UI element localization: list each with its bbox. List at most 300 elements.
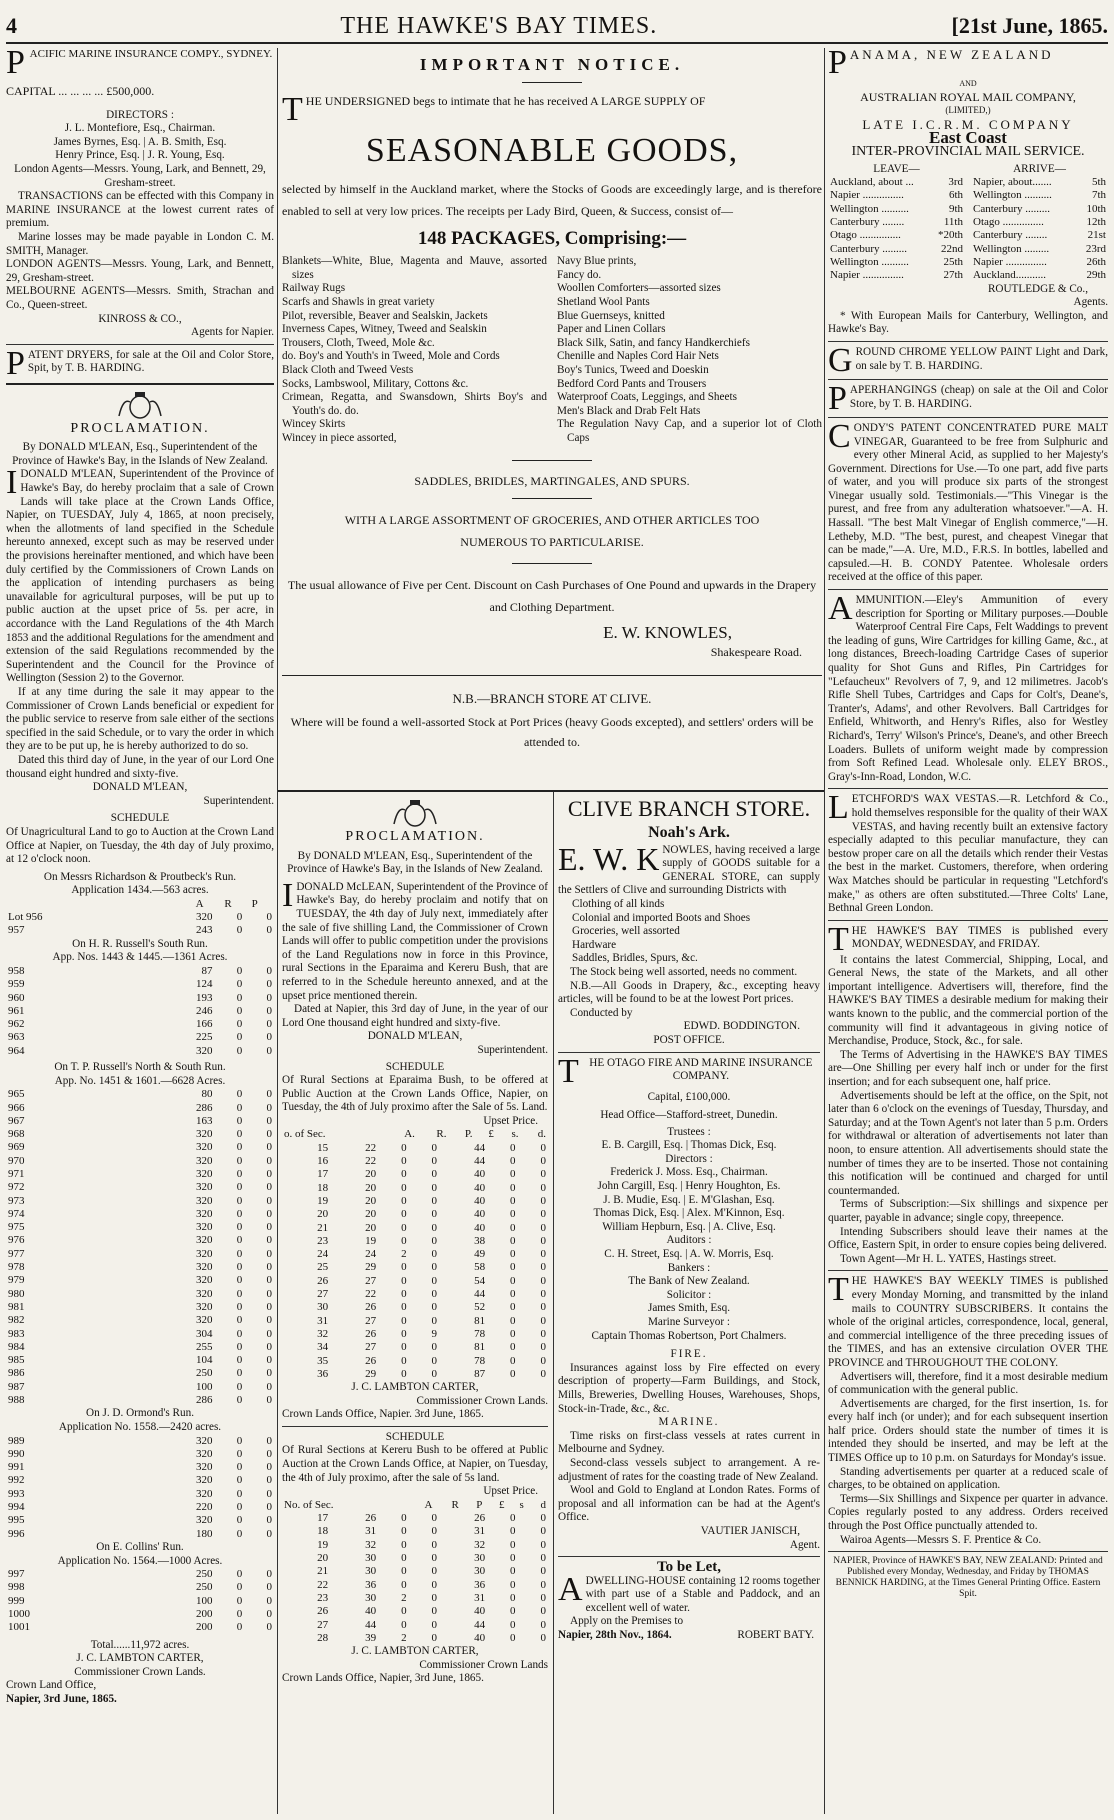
- column-rule: [553, 792, 554, 1814]
- table-cell: 0: [236, 1327, 243, 1340]
- table-cell: 979: [8, 1274, 25, 1287]
- branch-store-text: Where will be found a well-assorted Stock at Port Prices (heavy Goods excepted), and settlers' orders will be attended to.: [290, 714, 814, 749]
- table-cell: 0: [236, 1287, 243, 1300]
- table-cell: 32: [474, 1538, 486, 1551]
- table-cell: 0: [431, 1314, 437, 1327]
- ad-body: The Terms of Advertising in the HAWKE'S BAY TIMES are—One Shilling per every half inch or under for the first insertion; and for each subsequent one, half price.: [828, 1048, 1108, 1089]
- royal-crest-icon: [113, 390, 167, 420]
- marine-body: Second-class vessels subject to arrangement. A re-adjustment of rates for the coasting trade of New Zealand.: [558, 1456, 820, 1483]
- table-cell: 0: [236, 1101, 243, 1114]
- table-cell: 0: [236, 1461, 243, 1474]
- list-item: Clothing of all kinds: [572, 897, 665, 910]
- table-cell: 973: [8, 1194, 25, 1207]
- table-cell: 320: [195, 1181, 213, 1194]
- date-line: Napier, 28th Nov., 1864.: [558, 1629, 672, 1642]
- table-cell: 0: [401, 1578, 407, 1591]
- saddles-line: SADDLES, BRIDLES, MARTINGALES, AND SPURS.: [414, 473, 690, 488]
- notice-intro: HE UNDERSIGNED begs to intimate that he has received A LARGE SUPPLY OF: [305, 94, 706, 108]
- directors-label: Directors :: [665, 1152, 713, 1165]
- table-cell: 32: [365, 1538, 377, 1551]
- table-cell: 0: [401, 1261, 407, 1274]
- mail-note: * With European Mails for Canterbury, Wellington, and Hawke's Bay.: [828, 309, 1108, 336]
- table-cell: 27th: [943, 269, 963, 282]
- drop-cap: P: [6, 48, 25, 77]
- table-row: [282, 1142, 548, 1155]
- printer-imprint: NAPIER, Province of HAWKE'S BAY, NEW ZEALAND: Printed and Published every Monday, Wednesday, and Friday by THOMAS BENNICK HARDING, at the Times General Printing Office. Eastern Spit.: [833, 1556, 1103, 1600]
- table-cell: 0: [236, 1514, 243, 1527]
- table-cell: 964: [8, 1044, 25, 1057]
- table-cell: 0: [510, 1301, 516, 1314]
- table-cell: 0: [236, 1367, 243, 1380]
- application-line: Application No. 1564.—1000 Acres.: [57, 1554, 223, 1567]
- table-cell: 17: [317, 1168, 329, 1181]
- table-cell: 320: [195, 1261, 213, 1274]
- table-cell: 22: [365, 1141, 377, 1154]
- table-cell: 0: [510, 1141, 516, 1154]
- table-cell: 0: [266, 1031, 272, 1044]
- table-cell: 0: [431, 1221, 437, 1234]
- table-cell: 44: [474, 1155, 486, 1168]
- table-cell: 0: [401, 1565, 407, 1578]
- bank-line: The Bank of New Zealand.: [628, 1275, 750, 1288]
- divider: [828, 589, 1108, 590]
- table-cell: 36: [474, 1578, 486, 1591]
- table-row: [6, 992, 274, 1005]
- table-cell: 78: [474, 1327, 486, 1340]
- table-cell: 320: [195, 1044, 213, 1057]
- table-cell: 255: [195, 1340, 213, 1353]
- lot-table: [6, 1568, 274, 1634]
- table-row: [282, 1619, 548, 1632]
- table-cell: 30: [474, 1565, 486, 1578]
- limited-label: (LIMITED,): [945, 105, 991, 116]
- table-cell: 0: [266, 1314, 272, 1327]
- table-row: [971, 243, 1108, 256]
- table-row: [6, 1621, 274, 1634]
- divider: [512, 498, 592, 499]
- ad-body: Terms of Subscription:—Six shillings and sixpence per quarter, payable in advance; single copy, threepence.: [828, 1198, 1108, 1224]
- table-cell: 0: [401, 1512, 407, 1525]
- director-line: Frederick J. Moss. Esq., Chairman.: [610, 1166, 768, 1179]
- table-cell: 0: [236, 924, 243, 937]
- table-cell: 22nd: [941, 242, 963, 255]
- table-cell: 0: [540, 1274, 546, 1287]
- table-row: [282, 1208, 548, 1221]
- application-line: App. No. 1451 & 1601.—6628 Acres.: [54, 1074, 226, 1087]
- apply-line: Apply on the Premises to: [570, 1615, 684, 1628]
- table-cell: 0: [236, 1447, 243, 1460]
- table-cell: Napier ...............: [830, 189, 904, 202]
- fire-body: Insurances against loss by Fire effected on every description of property—Farm Buildings, and Stock, Mills, Breweries, Dwelling Houses, Warehouses, Shops, Stock-in-Trade, &c., &c.: [558, 1361, 820, 1415]
- table-cell: 9th: [948, 202, 963, 215]
- company-name: ANAMA, NEW ZEALAND: [849, 48, 1054, 62]
- table-cell: 163: [195, 1114, 213, 1127]
- schedule-title: SCHEDULE: [110, 812, 170, 825]
- table-cell: 54: [474, 1274, 486, 1287]
- table-cell: 31: [474, 1525, 486, 1538]
- table-cell: 23: [317, 1234, 329, 1247]
- table-cell: 38: [474, 1234, 486, 1247]
- table-cell: 0: [266, 1474, 272, 1487]
- trustee-line: E. B. Cargill, Esq. | Thomas Dick, Esq.: [601, 1139, 777, 1152]
- table-row: [6, 1501, 274, 1514]
- proclamation-1: [6, 390, 274, 1707]
- company-name-and: AND: [959, 79, 977, 88]
- ad-heading: ACIFIC MARINE INSURANCE COMPY., SYDNEY.: [29, 48, 273, 60]
- table-cell: 0: [266, 1088, 272, 1101]
- table-cell: 320: [195, 1487, 213, 1500]
- table-row: [282, 1565, 548, 1578]
- ad-body: HE HAWKE'S BAY WEEKLY TIMES is published every Monday Morning, and transmitted by the inland mails to COUNTRY SUBSCRIBERS. It contains the whole of the original articles, correspondence, local, general, and commercial intelligence of the three preceding issues of the TIMES, and has an extensive circulation OVER THE PROVINCE and THROUGHOUT THE COLONY.: [828, 1275, 1108, 1369]
- table-cell: 0: [510, 1274, 516, 1287]
- table-cell: 995: [8, 1514, 25, 1527]
- signature-title: Agent.: [789, 1538, 820, 1551]
- table-row: [6, 1248, 274, 1261]
- pacific-insurance-ad: [6, 48, 274, 340]
- run-heading: On Messrs Richardson & Proutbeck's Run.: [43, 870, 237, 883]
- table-cell: 0: [431, 1208, 437, 1221]
- panama-mail-ad: [828, 48, 1108, 337]
- proclamation-title: PROCLAMATION.: [345, 829, 485, 844]
- table-row: [6, 1141, 274, 1154]
- table-cell: 34: [317, 1341, 329, 1354]
- table-cell: 0: [540, 1208, 546, 1221]
- table-cell: 968: [8, 1128, 25, 1141]
- table-cell: 11th: [943, 216, 963, 229]
- list-item: Saddles, Bridles, Spurs, &c.: [572, 952, 698, 965]
- table-cell: 0: [266, 1447, 272, 1460]
- table-cell: 992: [8, 1474, 25, 1487]
- table-row: [6, 1155, 274, 1168]
- table-cell: Otago ...............: [973, 216, 1044, 229]
- table-cell: 0: [431, 1301, 437, 1314]
- schedule-title: SCHEDULE: [385, 1430, 445, 1443]
- run-heading: On J. D. Ormond's Run.: [86, 1407, 194, 1420]
- table-cell: 15: [317, 1141, 329, 1154]
- location-line: POST OFFICE.: [653, 1033, 725, 1046]
- signature-title: Agents.: [1073, 296, 1108, 309]
- total-line: Total......11,972 acres.: [90, 1638, 190, 1651]
- table-header-row: [282, 1499, 548, 1512]
- table-row: [6, 1435, 274, 1448]
- table-cell: 0: [236, 1340, 243, 1353]
- table-cell: 999: [8, 1594, 25, 1607]
- list-item: Blue Guernseys, knitted: [557, 309, 665, 322]
- table-cell: 961: [8, 1004, 25, 1017]
- table-cell: 0: [431, 1194, 437, 1207]
- table-cell: 36: [365, 1578, 377, 1591]
- table-row: [828, 189, 965, 202]
- table-cell: 29: [365, 1261, 377, 1274]
- table-cell: 0: [266, 1380, 272, 1393]
- table-cell: 962: [8, 1018, 25, 1031]
- divider: [522, 82, 582, 83]
- table-cell: 80: [201, 1088, 213, 1101]
- ad-body: ETCHFORD'S WAX VESTAS.—R. Letchford & Co., hold themselves responsible for the quality of their WAX VESTAS, and having recently built an extensive factory especially adapted to this peculiar manufacture, they can bestow proper care on all the details which render their Vestas the best in the market. Customers, therefore, when ordering Wax Matches should be particular in requesting "Letchford's make," as others are often substituted.—Three Colts' Lane, Bethnal Green London.: [828, 793, 1108, 915]
- table-cell: 27: [317, 1618, 329, 1631]
- table-row: [6, 1102, 274, 1115]
- table-cell: 0: [236, 911, 243, 924]
- table-cell: 966: [8, 1101, 25, 1114]
- table-cell: 180: [195, 1527, 213, 1540]
- table-cell: 0: [401, 1525, 407, 1538]
- table-row: [6, 1381, 274, 1394]
- store-intro: NOWLES, having received a large supply of GOODS suitable for a GENERAL STORE, can supply the Settlers of Clive and surrounding Districts with: [558, 843, 820, 897]
- column-header: R.: [436, 1128, 447, 1141]
- proclamation-body: DONALD McLEAN, Superintendent of the Province of Hawke's Bay, do hereby proclaim and notify that on TUESDAY, the 4th day of July next, immediately after the sale of five shilling Land, the Commissioner of Crown Lands will offer to public competition under the provisions of the Land Regulations now in force in this Province, rural Sections in the Eparaima and Kereru Bush, that are referred to in the Schedule hereunto annexed, and at the upset price mentioned therein.: [282, 880, 548, 1002]
- table-cell: 18: [317, 1181, 329, 1194]
- page-header: [6, 10, 1108, 44]
- table-cell: 0: [540, 1525, 546, 1538]
- table-cell: 0: [266, 1594, 272, 1607]
- table-row: [282, 1328, 548, 1341]
- table-cell: 0: [431, 1591, 437, 1604]
- director-line: John Cargill, Esq. | Henry Houghton, Es.: [597, 1180, 781, 1193]
- table-row: [828, 229, 965, 242]
- table-cell: 0: [266, 1340, 272, 1353]
- table-cell: 0: [266, 1300, 272, 1313]
- table-cell: 963: [8, 1031, 25, 1044]
- table-cell: 0: [401, 1221, 407, 1234]
- drop-cap: P: [6, 348, 25, 378]
- marine-body: Wool and Gold to England at London Rates. Forms of proposal and all information can be had at the Agent's Office.: [558, 1484, 820, 1524]
- table-cell: 21: [317, 1221, 329, 1234]
- table-cell: 0: [510, 1327, 516, 1340]
- table-cell: 0: [236, 1088, 243, 1101]
- table-cell: 978: [8, 1261, 25, 1274]
- application-line: App. Nos. 1443 & 1445.—1361 Acres.: [52, 951, 228, 964]
- table-cell: 0: [510, 1261, 516, 1274]
- table-cell: 0: [431, 1168, 437, 1181]
- table-cell: 40: [474, 1168, 486, 1181]
- table-cell: 20: [365, 1221, 377, 1234]
- surveyor-line: Captain Thomas Robertson, Port Chalmers.: [591, 1329, 787, 1342]
- date-line: Napier, 3rd June, 1865.: [6, 1692, 117, 1705]
- table-cell: 9: [431, 1327, 437, 1340]
- table-cell: 0: [266, 1607, 272, 1620]
- table-cell: 988: [8, 1394, 25, 1407]
- table-cell: 2: [401, 1591, 407, 1604]
- table-cell: 78: [474, 1354, 486, 1367]
- upset-label: Upset Price.: [483, 1485, 538, 1498]
- application-line: Application 1434.—563 acres.: [71, 884, 209, 897]
- application-line: Application No. 1558.—2420 acres.: [58, 1420, 222, 1433]
- table-cell: Napier, about.......: [973, 176, 1052, 189]
- table-row: [6, 1181, 274, 1194]
- table-cell: 29: [365, 1367, 377, 1380]
- ad-body: Advertisers will, therefore, find it a most desirable medium of communication with the general public.: [828, 1370, 1108, 1397]
- directors-label: DIRECTORS :: [106, 108, 174, 121]
- discount-line: The usual allowance of Five per Cent. Discount on Cash Purchases of One Pound and upwards in the Drapery and Clothing Department.: [287, 578, 817, 615]
- table-cell: 0: [540, 1168, 546, 1181]
- table-cell: Wellington ..........: [830, 202, 909, 215]
- run-heading: On H. R. Russell's South Run.: [72, 937, 208, 950]
- table-row: [6, 965, 274, 978]
- table-cell: 990: [8, 1447, 25, 1460]
- table-cell: 0: [236, 1004, 243, 1017]
- table-cell: 0: [236, 1261, 243, 1274]
- table-cell: 957: [8, 924, 25, 937]
- lot-table: [6, 1088, 274, 1407]
- table-cell: 0: [510, 1314, 516, 1327]
- column-header: R: [451, 1498, 459, 1511]
- table-cell: 0: [266, 1287, 272, 1300]
- column-header: o. of Sec.: [284, 1128, 326, 1141]
- address-line: Shakespeare Road.: [710, 644, 802, 659]
- table-cell: 0: [266, 1247, 272, 1260]
- table-row: [282, 1512, 548, 1525]
- table-cell: 24: [365, 1248, 377, 1261]
- table-cell: 0: [236, 1168, 243, 1180]
- list-item: Scarfs and Shawls in great variety: [282, 295, 435, 308]
- table-cell: 30: [365, 1591, 377, 1604]
- table-cell: 975: [8, 1221, 25, 1234]
- table-cell: 0: [540, 1578, 546, 1591]
- table-cell: 40: [474, 1221, 486, 1234]
- table-cell: 20: [317, 1208, 329, 1221]
- table-cell: 26th: [1086, 255, 1106, 268]
- dated-line: Dated at Napier, this 3rd day of June, in the year of our Lord One thousand eight hundred and sixty-five.: [282, 1003, 548, 1029]
- table-cell: 30: [474, 1552, 486, 1565]
- table-cell: 0: [510, 1367, 516, 1380]
- table-cell: 0: [401, 1341, 407, 1354]
- table-row: [828, 203, 965, 216]
- ad-body: ATENT DRYERS, for sale at the Oil and Color Store, Spit, by T. B. HARDING.: [27, 348, 274, 375]
- table-row: [282, 1368, 548, 1381]
- table-row: [6, 1488, 274, 1501]
- table-cell: 3rd: [948, 176, 963, 189]
- column-header: s: [519, 1498, 524, 1511]
- table-cell: 6th: [948, 189, 963, 202]
- table-cell: 28: [317, 1631, 329, 1644]
- table-cell: Canterbury .........: [973, 202, 1050, 215]
- table-cell: 44: [474, 1618, 486, 1631]
- table-cell: 40: [474, 1194, 486, 1207]
- table-header-row: [282, 1128, 548, 1141]
- notice-subtext: selected by himself in the Auckland market, where the Stocks of Goods are exceedingly large, and is therefore enabled to sell at very low prices. The receipts per Lady Bird, Queen, & Success, consist of—: [282, 181, 822, 218]
- table-cell: 997: [8, 1568, 25, 1581]
- table-cell: 0: [236, 1568, 243, 1581]
- table-cell: 0: [431, 1288, 437, 1301]
- table-cell: 7th: [1091, 189, 1106, 202]
- table-cell: 0: [266, 991, 272, 1004]
- signature: J. C. LAMBTON CARTER,: [76, 1652, 204, 1665]
- table-cell: 0: [266, 1181, 272, 1194]
- table-cell: 0: [431, 1234, 437, 1247]
- table-cell: 20: [365, 1181, 377, 1194]
- table-row: [282, 1579, 548, 1592]
- table-cell: 44: [474, 1288, 486, 1301]
- table-cell: 996: [8, 1527, 25, 1540]
- table-cell: 30: [317, 1301, 329, 1314]
- table-cell: 0: [510, 1354, 516, 1367]
- table-cell: 0: [236, 1018, 243, 1031]
- company-name: AUSTRALIAN ROYAL MAIL COMPANY,: [860, 89, 1076, 104]
- table-cell: 965: [8, 1088, 25, 1101]
- list-item: Waterproof Coats, Leggings, and Sheets: [557, 391, 737, 404]
- table-cell: 10th: [1086, 202, 1106, 215]
- table-cell: 0: [266, 1168, 272, 1180]
- store-text: The Stock being well assorted, needs no comment.: [570, 965, 798, 978]
- ad-body: MELBOURNE AGENTS—Messrs. Smith, Strachan and Co., Queen-street.: [6, 285, 274, 311]
- list-item: Men's Black and Drab Felt Hats: [557, 404, 701, 417]
- director-line: Henry Prince, Esq. | J. R. Young, Esq.: [55, 149, 225, 162]
- table-row: [282, 1195, 548, 1208]
- table-cell: 320: [195, 1447, 213, 1460]
- ad-body: Advertisements should be left at the office, on the Spit, not later than 6 o'clock on the evenings of Tuesday, Thursday, and Saturday; and at the Town Agent's not later than 5 p.m. Orders for withdrawal or alteration of advertisements not later than noon, to ensure attention. All advertisements should state the number of times they are to be inserted. Those not containing this notification will be continued and charged for until countermanded.: [828, 1089, 1108, 1197]
- table-cell: 81: [474, 1314, 486, 1327]
- table-cell: 17: [317, 1512, 329, 1525]
- list-item: Paper and Linen Collars: [557, 323, 666, 336]
- schedule-body: Of Unagricultural Land to go to Auction at the Crown Land Office at Napier, on Tuesday, the 4th day of July proximo, at 12 o'clock noon.: [6, 825, 274, 866]
- table-cell: 0: [236, 1474, 243, 1487]
- table-cell: 0: [236, 1501, 243, 1514]
- table-row: [6, 1367, 274, 1380]
- section-table: [282, 1512, 548, 1645]
- drop-cap: G: [828, 345, 853, 375]
- table-row: [828, 256, 965, 269]
- table-row: [282, 1539, 548, 1552]
- table-cell: Canterbury ........: [830, 216, 905, 229]
- table-cell: 0: [236, 1434, 243, 1447]
- table-cell: 0: [401, 1538, 407, 1551]
- table-cell: 0: [540, 1538, 546, 1551]
- table-cell: 26: [474, 1512, 486, 1525]
- ad-body: TRANSACTIONS can be effected with this Company in MARINE INSURANCE at the lowest current rates of premium.: [6, 190, 274, 230]
- table-row: [6, 1341, 274, 1354]
- table-row: [971, 176, 1108, 189]
- table-cell: 22: [365, 1155, 377, 1168]
- table-cell: Wellington ..........: [830, 255, 909, 268]
- table-row: [6, 1115, 274, 1128]
- table-cell: 0: [266, 1194, 272, 1207]
- table-cell: 0: [401, 1314, 407, 1327]
- table-cell: 320: [195, 1514, 213, 1527]
- ad-body: LONDON AGENTS—Messrs. Young, Lark, and Bennett, 29, Gresham-street.: [6, 258, 274, 284]
- table-row: [828, 176, 965, 189]
- divider: [558, 1556, 820, 1557]
- table-row: [6, 1354, 274, 1367]
- table-cell: Wellington .........: [973, 242, 1050, 255]
- dated-line: Dated this third day of June, in the year of our Lord One thousand eight hundred and sixty-five.: [6, 753, 274, 780]
- table-cell: 320: [195, 911, 213, 924]
- table-cell: 984: [8, 1340, 25, 1353]
- signature: EDWD. BODDINGTON.: [683, 1020, 800, 1033]
- table-cell: 23: [317, 1591, 329, 1604]
- list-item: do. Boy's and Youth's in Tweed, Mole and Cords: [282, 350, 500, 363]
- table-row: [971, 229, 1108, 242]
- ad-body: ROUND CHROME YELLOW PAINT Light and Dark, on sale by T. B. HARDING.: [855, 345, 1108, 372]
- table-cell: 0: [540, 1248, 546, 1261]
- table-cell: 0: [510, 1194, 516, 1207]
- table-cell: 0: [431, 1261, 437, 1274]
- table-cell: 0: [401, 1552, 407, 1565]
- goods-list-left: [282, 255, 547, 445]
- table-cell: 30: [365, 1552, 377, 1565]
- table-cell: 0: [266, 1044, 272, 1057]
- table-cell: 0: [510, 1181, 516, 1194]
- table-cell: 320: [195, 1221, 213, 1234]
- table-row: [971, 256, 1108, 269]
- table-cell: 87: [474, 1367, 486, 1380]
- table-cell: 22: [317, 1578, 329, 1591]
- table-cell: 0: [266, 1128, 272, 1141]
- signature-title: Commissioner Crown Lands.: [416, 1394, 548, 1407]
- table-cell: 0: [431, 1141, 437, 1154]
- table-cell: 0: [431, 1525, 437, 1538]
- store-items: [558, 898, 820, 966]
- table-row: [6, 1018, 274, 1031]
